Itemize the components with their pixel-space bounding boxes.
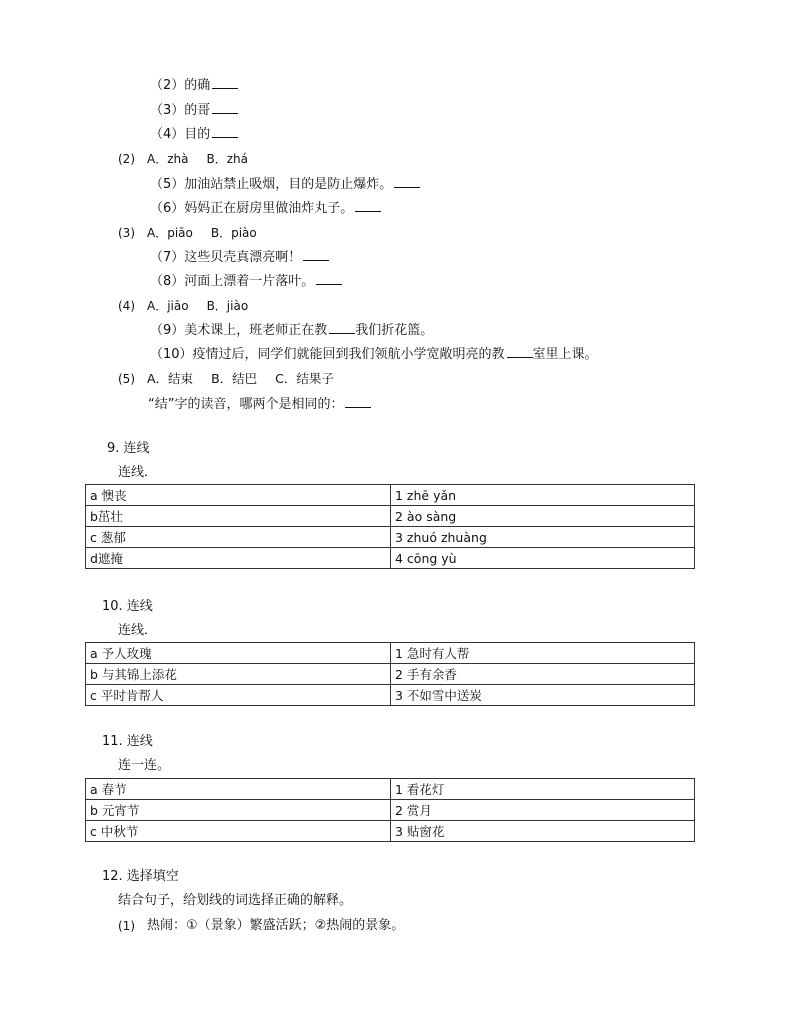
left-cell[interactable]: c 中秋节 (86, 821, 391, 842)
section-instruction-12: 结合句子，给划线的词选择正确的解释。 (118, 893, 353, 908)
question-number: (2) (118, 152, 135, 166)
matching-table-10 (85, 642, 695, 706)
options (147, 370, 334, 388)
item-4: （4）目的 (150, 125, 238, 144)
table-row (86, 527, 695, 548)
question-12-1-text: 热闹：①（景象）繁盛活跃；②热闹的景象。 (147, 918, 405, 933)
question-number: (4) (118, 299, 135, 313)
sentence-7: （7）这些贝壳真漂亮啊！ (150, 248, 329, 267)
section-instruction-11: 连一连。 (118, 758, 171, 773)
options (147, 297, 248, 315)
option-a[interactable]: A．结束 (147, 371, 194, 386)
table-row (86, 779, 695, 800)
sentence-10: （10）疫情过后，同学们就能回到我们领航小学宽敞明亮的教 室里上课。 (150, 347, 598, 362)
answer-blank[interactable] (212, 76, 238, 89)
matching-table-11 (85, 778, 695, 842)
section-title-9: 9. 连线 (107, 441, 150, 456)
right-cell[interactable]: 2 ào sàng (391, 506, 695, 527)
right-cell[interactable]: 1 zhē yǎn (391, 485, 695, 506)
left-cell[interactable]: a 予人玫瑰 (86, 643, 391, 664)
left-cell[interactable]: a 春节 (86, 779, 391, 800)
options (147, 150, 248, 168)
section-instruction-9: 连线． (118, 465, 158, 480)
answer-blank[interactable] (212, 101, 238, 114)
question-number: (3) (118, 226, 135, 240)
right-cell[interactable]: 2 手有余香 (391, 664, 695, 685)
left-cell[interactable]: c 葱郁 (86, 527, 391, 548)
left-cell[interactable]: a 懊丧 (86, 485, 391, 506)
left-cell[interactable]: d遮掩 (86, 548, 391, 569)
option-b[interactable]: B．结巴 (211, 371, 258, 386)
answer-blank[interactable] (329, 321, 355, 334)
answer-blank[interactable] (212, 125, 238, 138)
answer-blank[interactable] (355, 199, 381, 212)
sentence-8: （8）河面上漂着一片落叶。 (150, 272, 342, 291)
option-b[interactable]: B．piào (210, 226, 257, 240)
section-title-12: 12. 选择填空 (102, 869, 179, 884)
sentence-5: （5）加油站禁止吸烟，目的是防止爆炸。 (150, 175, 420, 194)
question-5-prompt: “结”字的读音，哪两个是相同的： (148, 395, 371, 414)
right-cell[interactable]: 3 zhuó zhuàng (391, 527, 695, 548)
right-cell[interactable]: 3 贴窗花 (391, 821, 695, 842)
item-2: （2）的确 (150, 76, 238, 95)
table-row (86, 643, 695, 664)
option-a[interactable]: A．zhà (147, 152, 189, 166)
options (147, 224, 257, 242)
right-cell[interactable]: 3 不如雪中送炭 (391, 685, 695, 706)
option-c[interactable]: C．结果子 (275, 371, 334, 386)
item-3: （3）的哥 (150, 101, 238, 120)
answer-blank[interactable] (316, 272, 342, 285)
table-row (86, 506, 695, 527)
right-cell[interactable]: 4 cōng yù (391, 548, 695, 569)
table-row (86, 685, 695, 706)
sentence-9: （9）美术课上，班老师正在教 我们折花篮。 (150, 323, 434, 338)
table-row (86, 800, 695, 821)
answer-blank[interactable] (303, 248, 329, 261)
right-cell[interactable]: 2 赏月 (391, 800, 695, 821)
section-title-11: 11. 连线 (102, 734, 153, 749)
right-cell[interactable]: 1 看花灯 (391, 779, 695, 800)
left-cell[interactable]: b 元宵节 (86, 800, 391, 821)
table-row (86, 664, 695, 685)
question-number: (5) (118, 372, 135, 386)
right-cell[interactable]: 1 急时有人帮 (391, 643, 695, 664)
section-instruction-10: 连线． (118, 623, 158, 638)
left-cell[interactable]: b茁壮 (86, 506, 391, 527)
left-cell[interactable]: c 平时肯帮人 (86, 685, 391, 706)
option-b[interactable]: B．jiào (206, 299, 249, 313)
section-title-10: 10. 连线 (102, 599, 153, 614)
answer-blank[interactable] (507, 345, 533, 358)
table-row (86, 548, 695, 569)
option-a[interactable]: A．piāo (147, 226, 193, 240)
sentence-6: （6）妈妈正在厨房里做油炸丸子。 (150, 199, 381, 218)
table-row (86, 485, 695, 506)
option-a[interactable]: A．jiāo (147, 299, 189, 313)
matching-table-9 (85, 484, 695, 569)
answer-blank[interactable] (394, 175, 420, 188)
table-row (86, 821, 695, 842)
question-number: (1) (118, 919, 135, 933)
left-cell[interactable]: b 与其锦上添花 (86, 664, 391, 685)
answer-blank[interactable] (345, 395, 371, 408)
option-b[interactable]: B．zhá (206, 152, 248, 166)
